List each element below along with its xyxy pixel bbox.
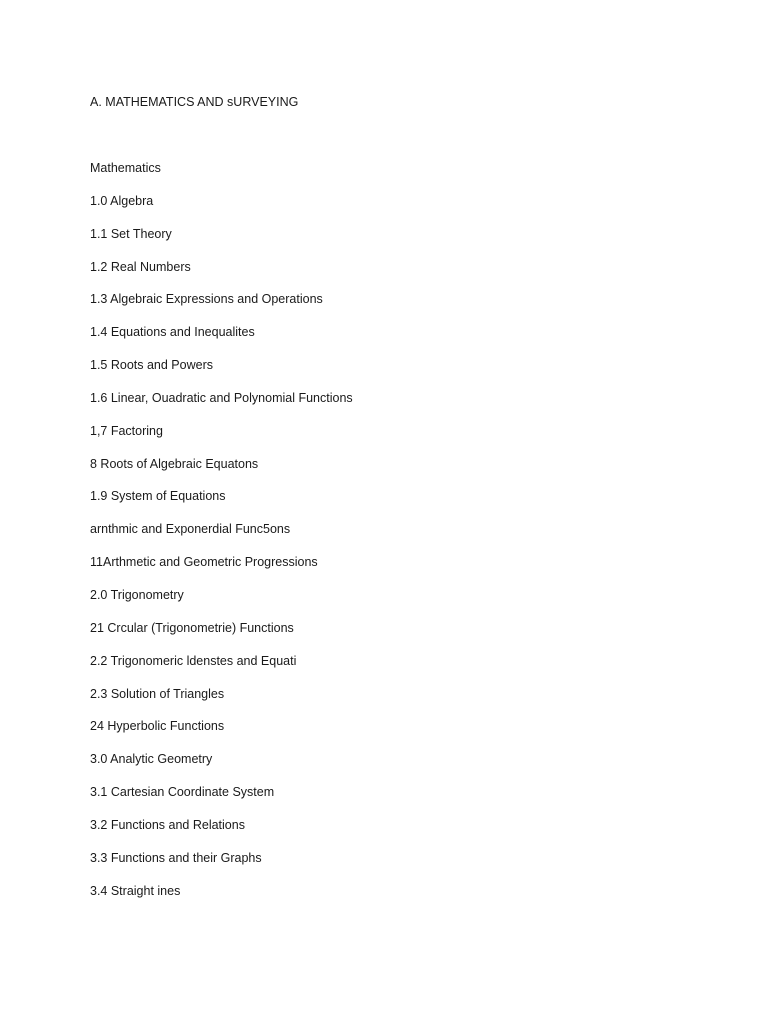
list-item: 1.9 System of Equations (90, 489, 226, 504)
list-item: Mathematics (90, 161, 161, 175)
list-item: 2.0 Trigonometry (90, 587, 184, 602)
list-item: 1.3 Algebraic Expressions and Operations (90, 292, 323, 307)
list-item: 3.0 Analytic Geometry (90, 752, 213, 767)
list-item: 1.6 Linear, Ouadratic and Polynomial Functions (90, 390, 353, 405)
list-item: 1.0 Algebra (90, 193, 154, 208)
topic-list (90, 159, 353, 914)
list-item: 2.2 Trigonomeric ldenstes and Equati (90, 653, 297, 668)
list-item: 3.4 Straight ines (90, 883, 181, 898)
list-item: 2.3 Solution of Triangles (90, 686, 225, 701)
list-item: arnthmic and Exponerdial Func5ons (90, 522, 291, 537)
list-item: 11Arthmetic and Geometric Progressions (90, 555, 318, 570)
section-heading: A. MATHEMATICS AND sURVEYING (90, 95, 299, 109)
list-item: 1.2 Real Numbers (90, 259, 191, 274)
list-item: 8 Roots of Algebraic Equatons (90, 456, 259, 471)
list-item: 1.4 Equations and Inequalites (90, 325, 255, 340)
list-item: 24 Hyperbolic Functions (90, 719, 225, 734)
list-item: 3.2 Functions and Relations (90, 817, 245, 832)
list-item: 3.1 Cartesian Coordinate System (90, 785, 275, 800)
list-item: 21 Crcular (Trigonometrie) Functions (90, 620, 294, 635)
list-item: 1.1 Set Theory (90, 226, 172, 241)
list-item: 1.5 Roots and Powers (90, 358, 213, 373)
list-item: 1,7 Factoring (90, 423, 163, 438)
list-item: 3.3 Functions and their Graphs (90, 850, 262, 865)
